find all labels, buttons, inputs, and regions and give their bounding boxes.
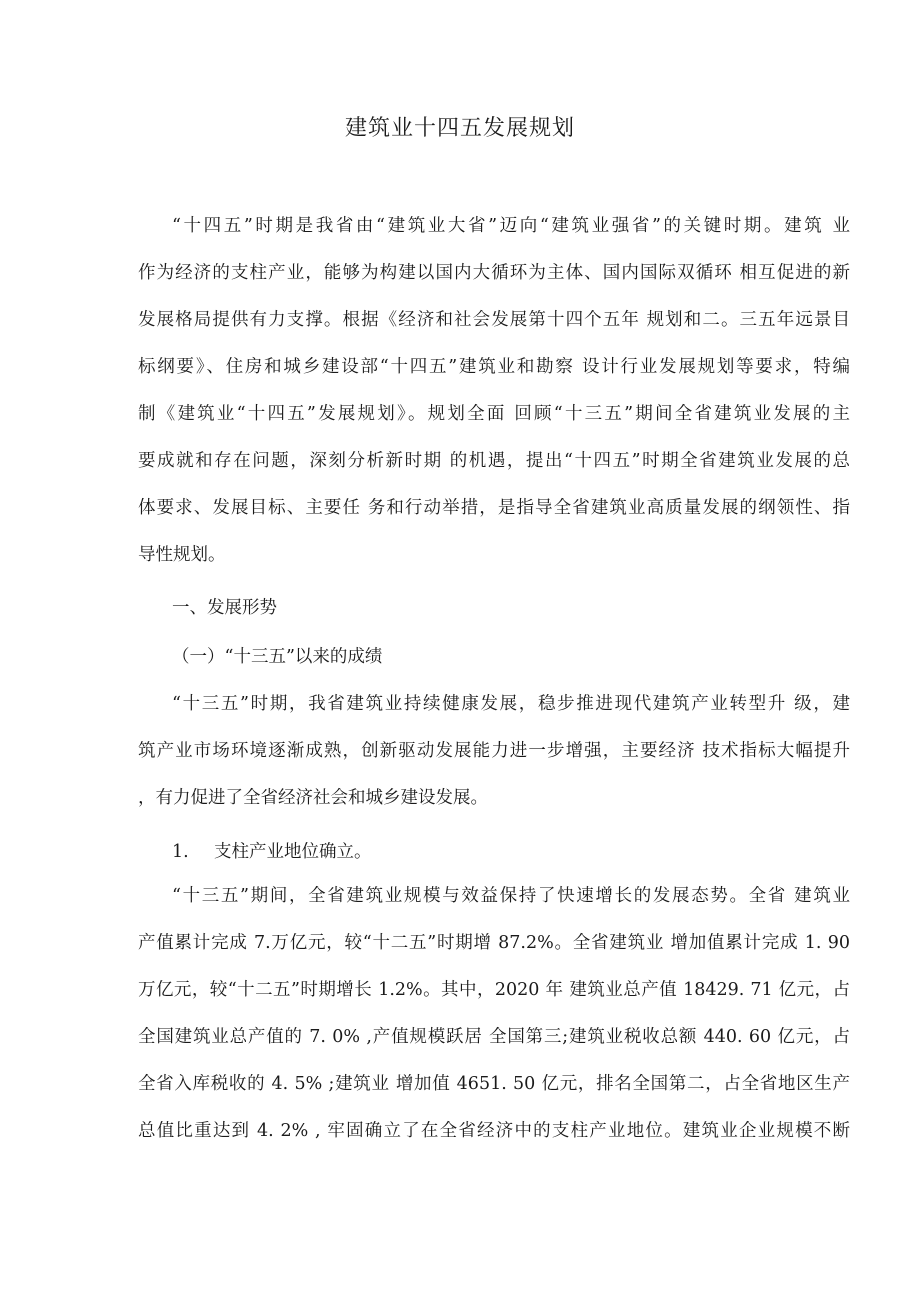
subsection-heading: （一）“十三五”以来的成绩 xyxy=(172,647,383,667)
item-heading: 支柱产业地位确立。 xyxy=(214,842,372,862)
intro-line-3: 发展格局提供有力支撑。根据《经济和社会发展第十四个五年 规划和二。三五年远景目 xyxy=(138,310,850,330)
intro-line-2: 作为经济的支柱产业，能够为构建以国内大循环为主体、国内国际双循环 相互促进的新 xyxy=(138,263,850,283)
intro-line-1: “十四五”时期是我省由“建筑业大省”迈向“建筑业强省”的关键时期。建筑 业 xyxy=(172,216,850,236)
item-line-1: “十三五”期间，全省建筑业规模与效益保持了快速增长的发展态势。全省 建筑业 xyxy=(172,886,850,906)
achievement-line-2: 筑产业市场环境逐渐成熟，创新驱动发展能力进一步增强，主要经济 技术指标大幅提升 xyxy=(138,741,850,761)
item-line-6: 总值比重达到 4. 2% , 牢固确立了在全省经济中的支柱产业地位。建筑业企业规模不断 xyxy=(138,1121,850,1141)
intro-line-7: 体要求、发展目标、主要任 务和行动举措，是指导全省建筑业高质量发展的纲领性、指 xyxy=(138,498,850,518)
achievement-line-3: ，有力促进了全省经济社会和城乡建设发展。 xyxy=(138,788,488,808)
intro-line-4: 标纲要》、住房和城乡建设部“十四五”建筑业和勘察 设计行业发展规划等要求，特编 xyxy=(138,357,850,377)
item-line-5: 全省入库税收的 4. 5% ;建筑业 增加值 4651. 50 亿元，排名全国第二，占全省地区生产 xyxy=(138,1074,850,1094)
item-line-4: 全国建筑业总产值的 7. 0% ,产值规模跃居 全国第三;建筑业税收总额 440. 60 亿元，占 xyxy=(138,1027,850,1047)
intro-line-8: 导性规划。 xyxy=(138,545,226,565)
achievement-line-1: “十三五”时期，我省建筑业持续健康发展，稳步推进现代建筑产业转型升 级，建 xyxy=(172,694,850,714)
item-line-2: 产值累计完成 7.万亿元，较“十二五”时期增 87.2%。全省建筑业 增加值累计完成 1. 90 xyxy=(138,933,850,953)
item-line-3: 万亿元，较“十二五”时期增长 1.2%。其中，2020 年 建筑业总产值 18429. 71 亿元，占 xyxy=(138,980,850,1000)
document-title: 建筑业十四五发展规划 xyxy=(344,116,575,141)
item-number: 1. xyxy=(172,842,189,862)
intro-line-5: 制《建筑业“十四五”发展规划》。规划全面 回顾“十三五”期间全省建筑业发展的主 xyxy=(138,404,850,424)
intro-line-6: 要成就和存在问题，深刻分析新时期 的机遇，提出“十四五”时期全省建筑业发展的总 xyxy=(138,451,850,471)
section-heading: 一、发展形势 xyxy=(172,598,277,618)
